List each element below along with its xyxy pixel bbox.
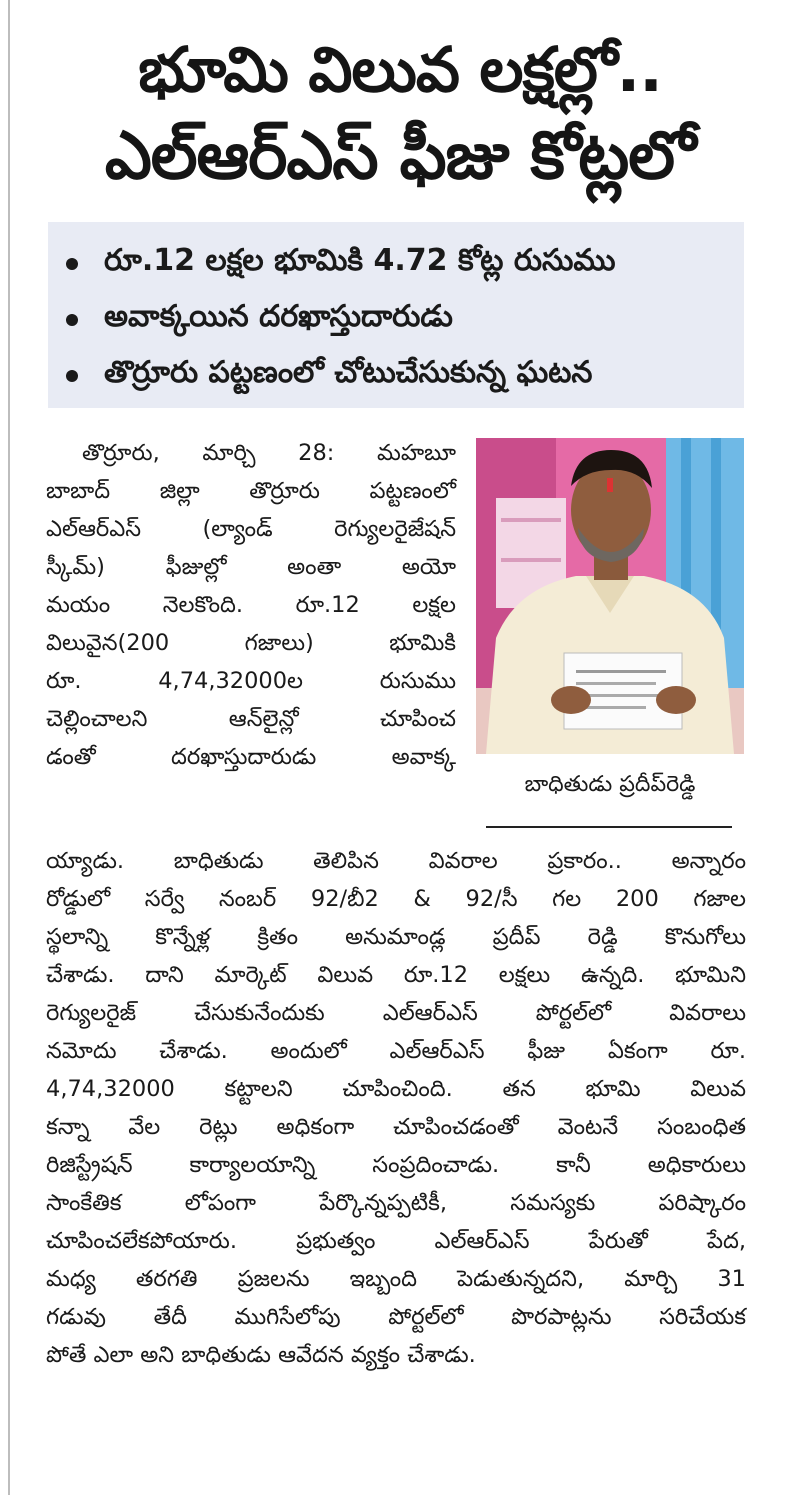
article-body	[46, 842, 746, 1374]
article-line: రూ. 4,74,32000ల రుసుము	[46, 668, 456, 694]
photo-caption: బాధితుడు ప్రదీప్‌రెడ్డి	[524, 772, 696, 797]
article-line: విలువైన(200 గజాలు) భూమికి	[46, 630, 456, 656]
article-line: చూపించలేకపోయారు. ప్రభుత్వం ఎల్‌ఆర్‌ఎస్‌ పేరుతో పేద,	[46, 1228, 746, 1254]
article-line: సాంకేతిక లోపంగా పేర్కొన్నప్పటికీ, సమస్యకు పరిష్కారం	[46, 1190, 746, 1216]
article-line: చెల్లించాలని ఆన్‌లైన్లో చూపించ	[46, 706, 456, 732]
column-rule	[8, 0, 10, 1495]
article-line: ఎల్‌ఆర్‌ఎస్‌ (ల్యాండ్‌ రెగ్యులరైజేషన్‌	[46, 516, 456, 542]
article-line: రోడ్డులో సర్వే నంబర్‌ 92/బీ2 & 92/సీ గల 200 గజాల	[46, 886, 746, 912]
article-line: నమోదు చేశాడు. అందులో ఎల్‌ఆర్‌ఎస్‌ ఫీజు ఏకంగా రూ.	[46, 1038, 746, 1064]
caption-divider	[486, 826, 732, 828]
article-line: రెగ్యులరైజ్‌ చేసుకునేందుకు ఎల్‌ఆర్‌ఎస్‌ పోర్టల్‌లో వివరాలు	[46, 1000, 746, 1026]
bullet-dot-icon	[66, 314, 78, 326]
headline-line-1: భూమి విలువ లక్షల్లో..	[138, 33, 662, 106]
victim-photo	[476, 438, 744, 754]
article-line: కన్నా వేల రెట్లు అధికంగా చూపించడంతో వెంటనే సంబంధిత	[46, 1114, 746, 1140]
article-line: స్థలాన్ని కొన్నేళ్ల క్రితం అనుమాండ్ల ప్రదీప్‌ రెడ్డి కొనుగోలు	[46, 924, 746, 950]
article-line: స్కీమ్‌) ఫీజుల్లో అంతా అయో	[46, 554, 456, 580]
bullet-dot-icon	[66, 370, 78, 382]
highlight-item	[66, 236, 744, 292]
highlight-item	[66, 348, 744, 404]
article-line: పోతే ఎలా అని బాధితుడు ఆవేదన వ్యక్తం చేశాడు.	[46, 1342, 476, 1368]
highlight-text: అవాక్కయిన దరఖాస్తుదారుడు	[104, 299, 453, 334]
article-line: మయం నెలకొంది. రూ.12 లక్షల	[46, 592, 456, 618]
article-line: చేశాడు. దాని మార్కెట్‌ విలువ రూ.12 లక్షలు ఉన్నది. భూమిని	[46, 962, 746, 988]
article-line: గడువు తేదీ ముగిసేలోపు పోర్టల్‌లో పొరపాట్లను సరిచేయక	[46, 1304, 746, 1330]
highlight-text: తొర్రూరు పట్టణంలో చోటుచేసుకున్న ఘటన	[104, 355, 593, 390]
article-line: తొర్రూరు, మార్చి 28: మహబూ	[82, 440, 456, 466]
article-line: మధ్య తరగతి ప్రజలను ఇబ్బంది పెడుతున్నదని, మార్చి 31	[46, 1266, 746, 1292]
victim-photo-illustration	[476, 438, 744, 754]
article-lede	[46, 434, 456, 776]
highlight-text: రూ.12 లక్షల భూమికి 4.72 కోట్ల రుసుము	[104, 243, 616, 278]
article-line: డంతో దరఖాస్తుదారుడు అవాక్క	[46, 744, 456, 770]
bullet-dot-icon	[66, 258, 78, 270]
article-line: య్యాడు. బాధితుడు తెలిపిన వివరాల ప్రకారం.. అన్నారం	[46, 848, 746, 874]
article-line: 4,74,32000 కట్టాలని చూపించింది. తన భూమి విలువ	[46, 1076, 746, 1102]
article-line: బాబాద్‌ జిల్లా తొర్రూరు పట్టణంలో	[46, 478, 456, 504]
highlight-item	[66, 292, 744, 348]
article-line: రిజిస్ట్రేషన్‌ కార్యాలయాన్ని సంప్రదించాడు. కానీ అధికారులు	[46, 1152, 746, 1178]
highlights-box	[48, 222, 744, 408]
headline-line-2: ఎల్‌ఆర్‌ఎస్‌ ఫీజు కోట్లలో	[104, 117, 696, 194]
